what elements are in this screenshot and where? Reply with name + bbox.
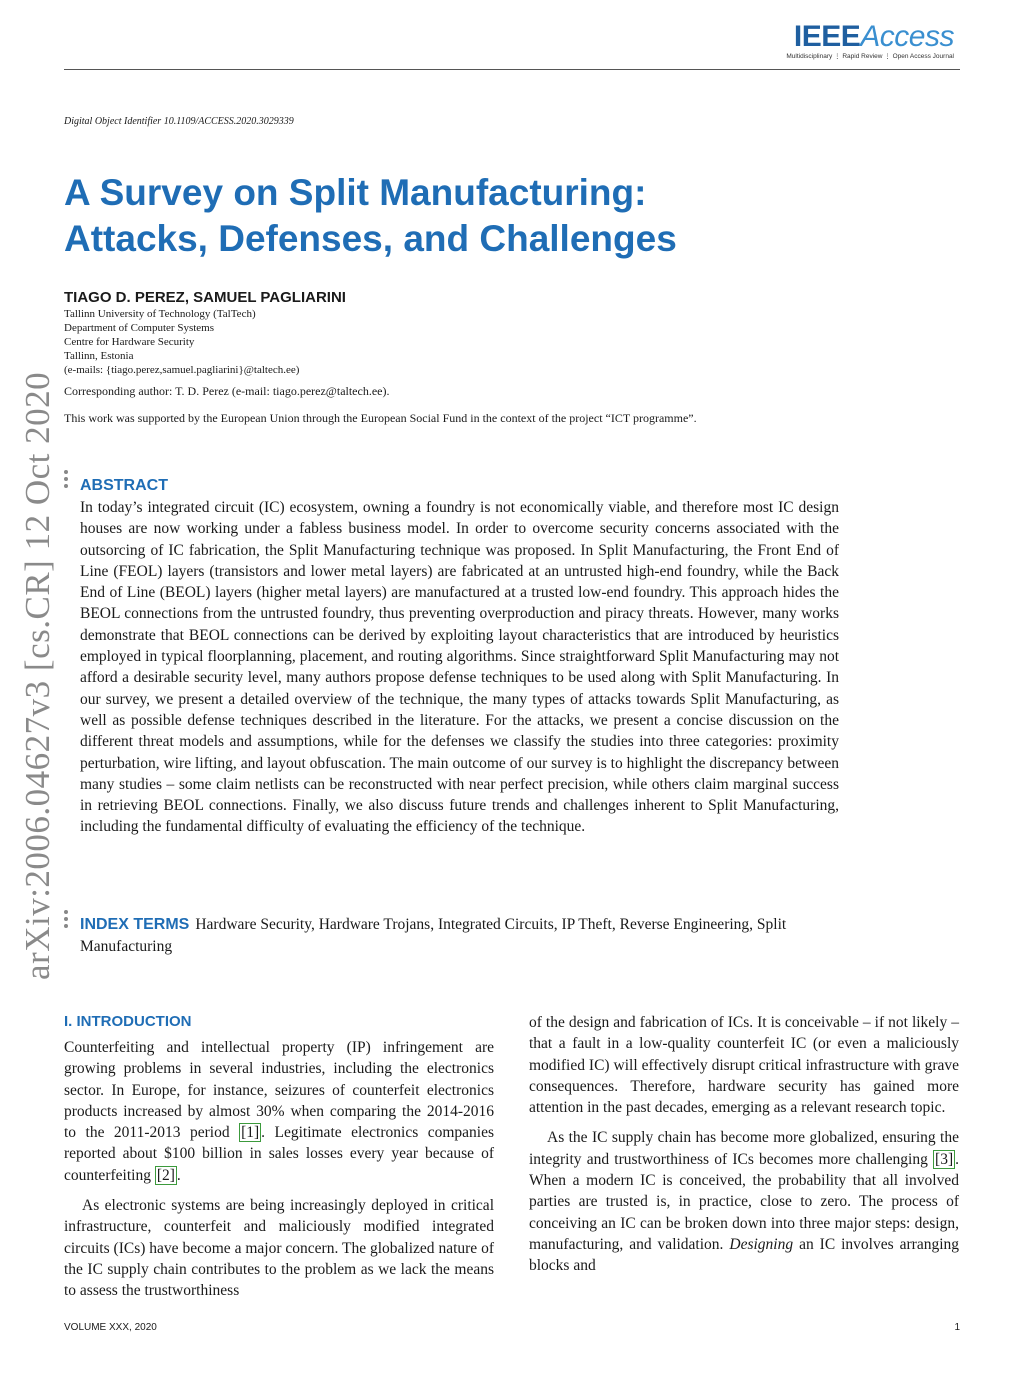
index-terms-label: INDEX TERMS: [80, 916, 190, 933]
intro-paragraph-3: [529, 1127, 959, 1276]
paper-title: [64, 170, 844, 262]
index-dots-decoration: [64, 910, 69, 931]
left-column: [64, 1037, 494, 1302]
intro-paragraph-1: [64, 1037, 494, 1186]
text-run: . Legitimate electronics companies reported about $100 billion in sales losses every year because of counterfeiting: [64, 1124, 494, 1184]
affiliation-line: Tallinn University of Technology (TalTech): [64, 308, 256, 320]
authors: TIAGO D. PEREZ, SAMUEL PAGLIARINI: [64, 289, 346, 306]
doi-line: Digital Object Identifier 10.1109/ACCESS.2020.3029339: [64, 116, 294, 127]
text-run: Counterfeiting and intellectual property (IP) infringement are growing problems in several industries, including the electronics sector. In Europe, for instance, seizures of counterfeit electronics products increased by almost 30% when comparing the 2014-2016 to the 2011-2013 period: [64, 1039, 494, 1142]
emphasis-text: Designing: [729, 1235, 794, 1253]
arxiv-stamp: arXiv:2006.04627v3 [cs.CR] 12 Oct 2020: [18, 371, 57, 980]
text-run: an IC involves arranging blocks and: [529, 1235, 960, 1275]
affiliation-emails: (e-mails: {tiago.perez,samuel.pagliarini}@taltech.ee): [64, 364, 300, 376]
index-terms: [80, 914, 839, 957]
citation-link[interactable]: [2]: [156, 1166, 175, 1184]
abstract-text: In today’s integrated circuit (IC) ecosystem, owning a foundry is not economically viable, and therefore most IC design houses are now working under a fabless business model. In order to overcome security concerns associated with the outsorcing of IC fabrication, the Split Manufacturing technique was proposed. In Split Manufacturing, the Front End of Line (FEOL) layers (transistors and lower metal layers) are fabricated at an untrusted high-end foundry, while the Back End of Line (BEOL) layers (higher metal layers) are manufactured at a trusted low-end foundry. This approach hides the BEOL connections from the untrusted foundry, thus preventing overproduction and piracy threats. However, many works demonstrate that BEOL connections can be derived by exploiting layout characteristics that are introduced by heuristics employed in typical floorplanning, placement, and routing algorithms. Since straightforward Split Manufacturing may not afford a desirable security level, many authors propose defense techniques to be used along with Split Manufacturing. In our survey, we present a detailed overview of the technique, the many types of attacks towards Split Manufacturing, as well as possible defense techniques described in the literature. For the attacks, we present a concise discussion on the different threat models and assumptions, while for the defenses we classify the studies into three categories: proximity perturbation, wire lifting, and layout obfuscation. The main outcome of our survey is to highlight the discrepancy between many studies – some claim netlists can be reconstructed with near perfect precision, while others claim marginal success in retrieving BEOL connections. Finally, we also discuss future trends and challenges inherent to Split Manufacturing, including the fundamental difficulty of evaluating the efficiency of the technique.: [80, 499, 839, 836]
right-column: [529, 1012, 959, 1277]
logo-tagline: Multidisciplinary ⋮ Rapid Review ⋮ Open Access Journal: [786, 53, 954, 60]
text-run: As the IC supply chain has become more globalized, ensuring the integrity and trustworthiness of ICs becomes more challenging: [529, 1129, 959, 1168]
affiliation-block: [64, 307, 299, 377]
logo-access-text: Access: [860, 20, 954, 53]
affiliation-line: Centre for Hardware Security: [64, 336, 195, 348]
abstract-dots-decoration: [64, 470, 69, 491]
text-run: .: [176, 1166, 181, 1184]
citation-link[interactable]: [1]: [241, 1124, 260, 1142]
affiliation-line: Tallinn, Estonia: [64, 350, 134, 362]
abstract-heading: ABSTRACT: [80, 477, 168, 494]
header-rule: [64, 69, 960, 70]
affiliation-line: Department of Computer Systems: [64, 322, 215, 334]
footer-volume: VOLUME XXX, 2020: [64, 1322, 157, 1333]
title-line-2: Attacks, Defenses, and Challenges: [64, 218, 677, 259]
intro-paragraph-2: As electronic systems are being increasingly deployed in critical infrastructure, counterfeit and maliciously modified integrated circuits (ICs) have become a major concern. The globalized nature of the IC supply chain contributes to the problem as we lack the means to assess the trustworthiness: [64, 1197, 494, 1300]
introduction-heading: I. INTRODUCTION: [64, 1013, 192, 1030]
title-line-1: A Survey on Split Manufacturing:: [64, 172, 647, 213]
index-terms-text: Hardware Security, Hardware Trojans, Integrated Circuits, IP Theft, Reverse Engineering, Split Manufacturing: [80, 916, 787, 955]
citation-link[interactable]: [3]: [935, 1150, 954, 1168]
footer-page-number: 1: [954, 1322, 960, 1333]
corresponding-author: Corresponding author: T. D. Perez (e-mail: tiago.perez@taltech.ee).: [64, 384, 390, 398]
logo-ieee-text: IEEE: [793, 20, 861, 53]
intro-paragraph-2-continued: of the design and fabrication of ICs. It is conceivable – if not likely – that a fault in a low-quality counterfeit IC (or even a maliciously modified IC) will effectively disrupt critical infrastructure with grave consequences. Therefore, hardware security has gained more attention in the past decades, emerging as a relevant research topic.: [529, 1014, 959, 1117]
text-run: . When a modern IC is conceived, the probability that all involved parties are trusted is, in practice, close to zero. The process of conceiving an IC can be broken down into three major steps: design, manufacturing, and validation.: [529, 1150, 959, 1253]
funding-note: This work was supported by the European Union through the European Social Fund in the context of the project “ICT programme”.: [64, 411, 697, 425]
ieee-access-logo: [786, 20, 954, 60]
